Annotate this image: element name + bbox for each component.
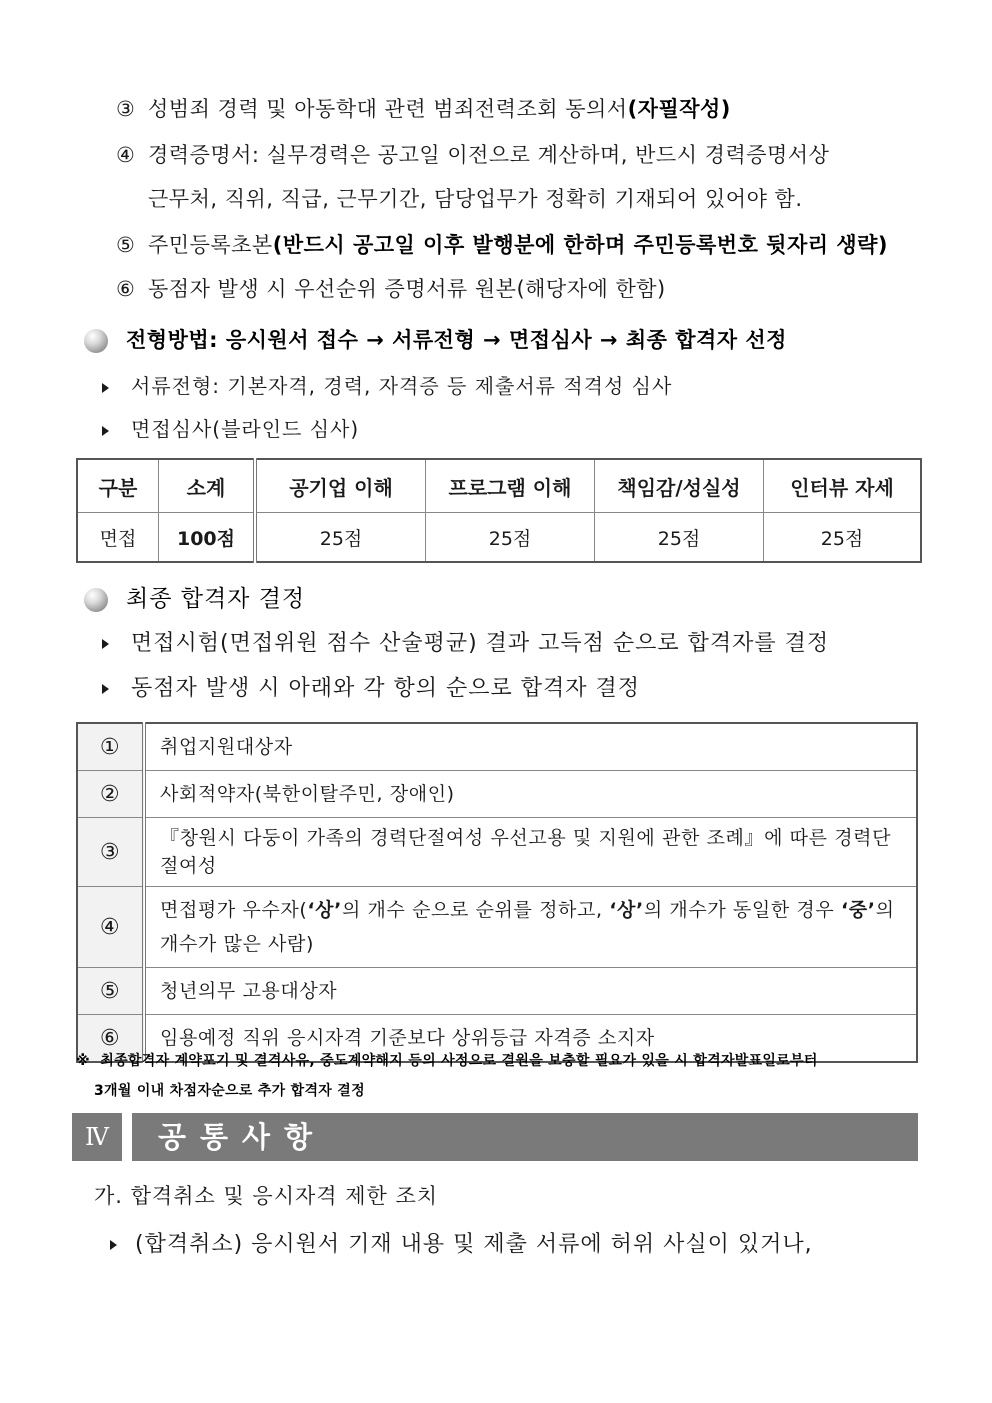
item-number: ⑤	[116, 233, 136, 257]
doc-item-4	[116, 139, 829, 169]
doc-text: 경력증명서: 실무경력은 공고일 이전으로 계산하며, 반드시 경력증명서상	[148, 143, 830, 167]
final-item-text: 면접시험(면접위원 점수 산술평균) 결과 고득점 순으로 합격자를 결정	[131, 631, 830, 656]
doc-text-continued: 근무처, 직위, 직급, 근무기간, 담당업무가 정확히 기재되어 있어야 함.	[148, 187, 803, 211]
doc-item-3	[116, 93, 731, 123]
item-number: ③	[116, 97, 136, 121]
priority-text: 사회적약자(북한이탈주민, 장애인)	[144, 771, 917, 818]
final-heading	[84, 580, 305, 613]
subsection-heading	[94, 1180, 438, 1210]
table-row	[77, 723, 917, 771]
table-header-cell: 소계	[159, 459, 256, 513]
tie-priority-table	[76, 722, 918, 1063]
doc-text: 성범죄 경력 및 아동학대 관련 범죄전력조회 동의서	[148, 97, 628, 121]
priority-text: 취업지원대상자	[144, 723, 917, 771]
footnote-line-1	[76, 1050, 818, 1070]
section-number-box	[72, 1113, 122, 1161]
triangle-bullet-icon	[110, 1240, 117, 1250]
selection-item-1	[102, 370, 672, 399]
section-title: 공통사항	[158, 1120, 327, 1154]
table-header-cell: 책임감/성실성	[595, 459, 764, 513]
doc-item-5	[116, 229, 888, 259]
table-row	[77, 887, 917, 968]
table-cell: 25점	[255, 513, 426, 563]
triangle-bullet-icon	[102, 383, 109, 393]
doc-emphasis: (자필작성)	[627, 97, 731, 121]
section-roman-numeral: Ⅳ	[85, 1123, 109, 1151]
table-header-row	[77, 459, 921, 513]
note-mark: ※	[76, 1053, 90, 1069]
final-item-1	[102, 626, 829, 657]
table-cell: 25점	[595, 513, 764, 563]
table-cell: 25점	[764, 513, 922, 563]
priority-text-part: 의 개수가 많은 사람)	[160, 899, 895, 955]
table-cell: 25점	[426, 513, 595, 563]
selection-item-text: 서류전형: 기본자격, 경력, 자격증 등 제출서류 적격성 심사	[131, 374, 673, 398]
priority-text-part: 의 개수가 동일한 경우	[643, 899, 841, 921]
priority-text: 임용예정 직위 응시자격 기준보다 상위등급 자격증 소지자	[144, 1015, 917, 1063]
final-heading-text: 최종 합격자 결정	[126, 586, 306, 612]
table-row	[77, 513, 921, 563]
priority-number: ④	[77, 887, 144, 968]
triangle-bullet-icon	[102, 684, 109, 694]
footnote-line-2	[94, 1080, 365, 1100]
doc-text: 동점자 발생 시 우선순위 증명서류 원본(해당자에 한함)	[148, 277, 666, 301]
doc-item-4-continued	[148, 183, 803, 213]
table-cell: 면접	[77, 513, 159, 563]
emphasis-jung: ‘중’	[840, 899, 876, 921]
emphasis-sang: ‘상’	[609, 899, 644, 921]
doc-text: 주민등록초본	[148, 233, 273, 257]
priority-number: ⑥	[77, 1015, 144, 1063]
priority-text	[144, 887, 917, 968]
table-header-cell: 프로그램 이해	[426, 459, 595, 513]
final-item-2	[102, 671, 640, 702]
section4-item	[110, 1227, 813, 1258]
priority-number: ②	[77, 771, 144, 818]
doc-emphasis: (반드시 공고일 이후 발행분에 한하며 주민등록번호 뒷자리 생략)	[272, 233, 889, 257]
priority-number: ⑤	[77, 968, 144, 1015]
priority-text-part: 면접평가 우수자(	[160, 899, 308, 921]
triangle-bullet-icon	[102, 639, 109, 649]
selection-item-text: 면접심사(블라인드 심사)	[131, 417, 360, 441]
selection-item-2	[102, 413, 359, 442]
item-number: ④	[116, 143, 136, 167]
table-row	[77, 771, 917, 818]
subsection-heading-text: 가. 합격취소 및 응시자격 제한 조치	[94, 1184, 439, 1208]
table-row	[77, 968, 917, 1015]
priority-number: ①	[77, 723, 144, 771]
emphasis-sang: ‘상’	[307, 899, 342, 921]
selection-heading	[84, 324, 787, 354]
triangle-bullet-icon	[102, 426, 109, 436]
sphere-bullet-icon	[84, 329, 108, 353]
section-title-banner	[132, 1113, 918, 1161]
section4-item-text: (합격취소) 응시원서 기재 내용 및 제출 서류에 허위 사실이 있거나,	[135, 1232, 813, 1257]
item-number: ⑥	[116, 277, 136, 301]
table-row	[77, 818, 917, 887]
table-header-cell: 공기업 이해	[255, 459, 426, 513]
priority-text-part: 의 개수 순으로 순위를 정하고,	[341, 899, 610, 921]
priority-number: ③	[77, 818, 144, 887]
note-text: 3개월 이내 차점자순으로 추가 합격자 결정	[94, 1083, 365, 1099]
final-item-text: 동점자 발생 시 아래와 각 항의 순으로 합격자 결정	[131, 676, 640, 701]
table-header-cell: 인터뷰 자세	[764, 459, 922, 513]
priority-text: 청년의무 고용대상자	[144, 968, 917, 1015]
sphere-bullet-icon	[84, 588, 108, 612]
doc-item-6	[116, 273, 666, 303]
table-header-cell: 구분	[77, 459, 159, 513]
selection-heading-text: 전형방법: 응시원서 접수 → 서류전형 → 면접심사 → 최종 합격자 선정	[126, 328, 787, 352]
table-cell: 100점	[159, 513, 256, 563]
interview-score-table	[76, 458, 922, 563]
note-text: 최종합격자 계약포기 및 결격사유, 중도계약해지 등의 사정으로 결원을 보충할 필요가 있을 시 합격자발표일로부터	[100, 1053, 818, 1069]
priority-text: 『창원시 다둥이 가족의 경력단절여성 우선고용 및 지원에 관한 조례』에 따른 경력단절여성	[144, 818, 917, 887]
